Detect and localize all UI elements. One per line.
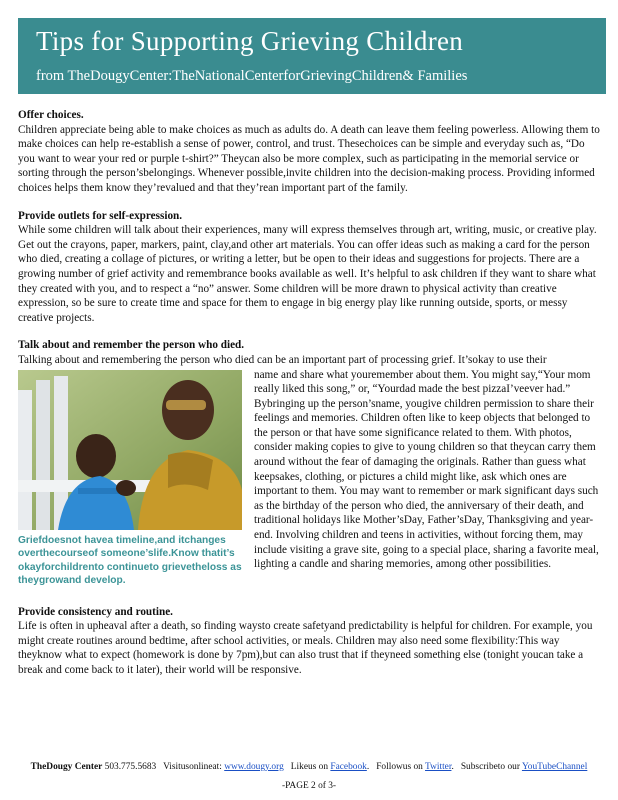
section-body: Children appreciate being able to make choices as much as adults do. A death can leave them feeling powerless. Allowing them to make choices can help re-establish a sense of power, control, and trust. Thesechoices can be simple and everyday such as, “Do you want to wear your red or purple t-shirt?” Theycan also be more complex, such as participating in the memorial service or sorting through the person’sbelongings. Whenever possible,invite children into the decision-making process. Providing informed choices helps them know they’revalued and that they’rean important part of the family. bbox=[18, 123, 600, 194]
section-body: Life is often in upheaval after a death, so finding waysto create safetyand predictability is helpful for children. For example, you might create routines around bedtime, after school activities, or meals. Children may also need some flexibility:This way theyknow what to expect (homework is done by 7pm),but can also trust that if theyneed something else (tonight youcan take a break and come back to it later), their world will be responsive. bbox=[18, 620, 593, 676]
facebook-link[interactable]: Facebook bbox=[330, 762, 367, 772]
section-consistency-routine bbox=[18, 605, 602, 678]
section-body: name and share what youremember about them. You might say,“Your mom really liked this song,” or, “Yourdad made the best pizzaI’veever had.” Bybringing up the person’sname, yougive children permission to share their feelings and memories. Children often like to keep objects that belonged to the person or that have some significance related to them. With photos, consider making copies to give to young children so that theycan carry them around without the fear of damaging the originals. Rather than guess what keepsakes, clothing, or pictures a child might like, ask which ones are important to them. You may want to remember or mark significant days such as the birthday of the person who died, the anniversary of their death, and traditional holidays like Mother’sDay, Father’sDay, Thanksgiving and year-end. Involving children and teens in activities, without forcing them, may include visiting a grave site, going to a special place, sharing a favorite meal, lighting a candle and sharing memories, among other possibilities. bbox=[254, 368, 599, 571]
youtube-link[interactable]: YouTubeChannel bbox=[521, 762, 588, 772]
footer-twitter-label: Followus on bbox=[376, 762, 423, 772]
section-intro: Talking about and remembering the person who died can be an important part of processing grief. It’sokay to use their bbox=[18, 353, 547, 366]
twitter-link[interactable]: Twitter bbox=[425, 762, 452, 772]
footer-org: TheDougy Center bbox=[30, 762, 103, 772]
father-child-photo bbox=[18, 370, 242, 530]
section-talk-remember bbox=[18, 338, 602, 591]
footer-facebook-label: Likeus on bbox=[290, 762, 329, 772]
website-link[interactable]: www.dougy.org bbox=[224, 762, 284, 772]
photo-figure bbox=[18, 370, 242, 588]
section-heading: Provide consistency and routine. bbox=[18, 605, 173, 618]
footer-visit-label: Visitusonlineat: bbox=[163, 762, 222, 772]
section-body: While some children will talk about their experiences, many will express themselves through art, writing, music, or creative play. Get out the crayons, paper, markers, paint, clay,and other art materials. You can offer ideas such as making a card for the person who died, creating a collage of pictures, or writing a letter, but be open to their ideas and suggestions for projects. There are a growing number of grief activity and remembrance books available as well. It’s helpful to ask children if they want to share what they created with you, and to respect a “no” answer. Some children will be more drawn to physical activity than creative expression, so be sure to create time and space for them to engage in big energy play like running outside, sports, or messy creative projects. bbox=[18, 224, 597, 324]
section-self-expression bbox=[18, 209, 602, 326]
page-subtitle: from TheDougyCenter:TheNationalCenterforGrievingChildren& Families bbox=[36, 68, 468, 84]
footer: TheDougy Center 503.775.5683 Visitusonlineat: www.dougy.org Likeus on Facebook. Followus on Twitter. Subscribeto our YouTubeChannel bbox=[30, 762, 588, 772]
page-number: -PAGE 2 of 3- bbox=[281, 781, 337, 791]
footer-phone: 503.775.5683 bbox=[104, 762, 157, 772]
document-body bbox=[18, 108, 602, 690]
photo-illustration bbox=[18, 370, 242, 530]
section-heading: Offer choices. bbox=[18, 109, 84, 121]
section-offer-choices bbox=[18, 108, 602, 196]
photo-caption: Griefdoesnot havea timeline,and itchanges overthecourseof someone’slife.Know thatit’s okayforchildrento continueto grievetheloss as theygrowand develop. bbox=[18, 534, 242, 586]
header-banner bbox=[18, 18, 606, 94]
section-heading: Provide outlets for self-expression. bbox=[18, 209, 183, 222]
page-title: Tips for Supporting Grieving Children bbox=[36, 26, 464, 56]
section-heading: Talk about and remember the person who died. bbox=[18, 339, 245, 352]
footer-youtube-label: Subscribeto our bbox=[460, 762, 520, 772]
